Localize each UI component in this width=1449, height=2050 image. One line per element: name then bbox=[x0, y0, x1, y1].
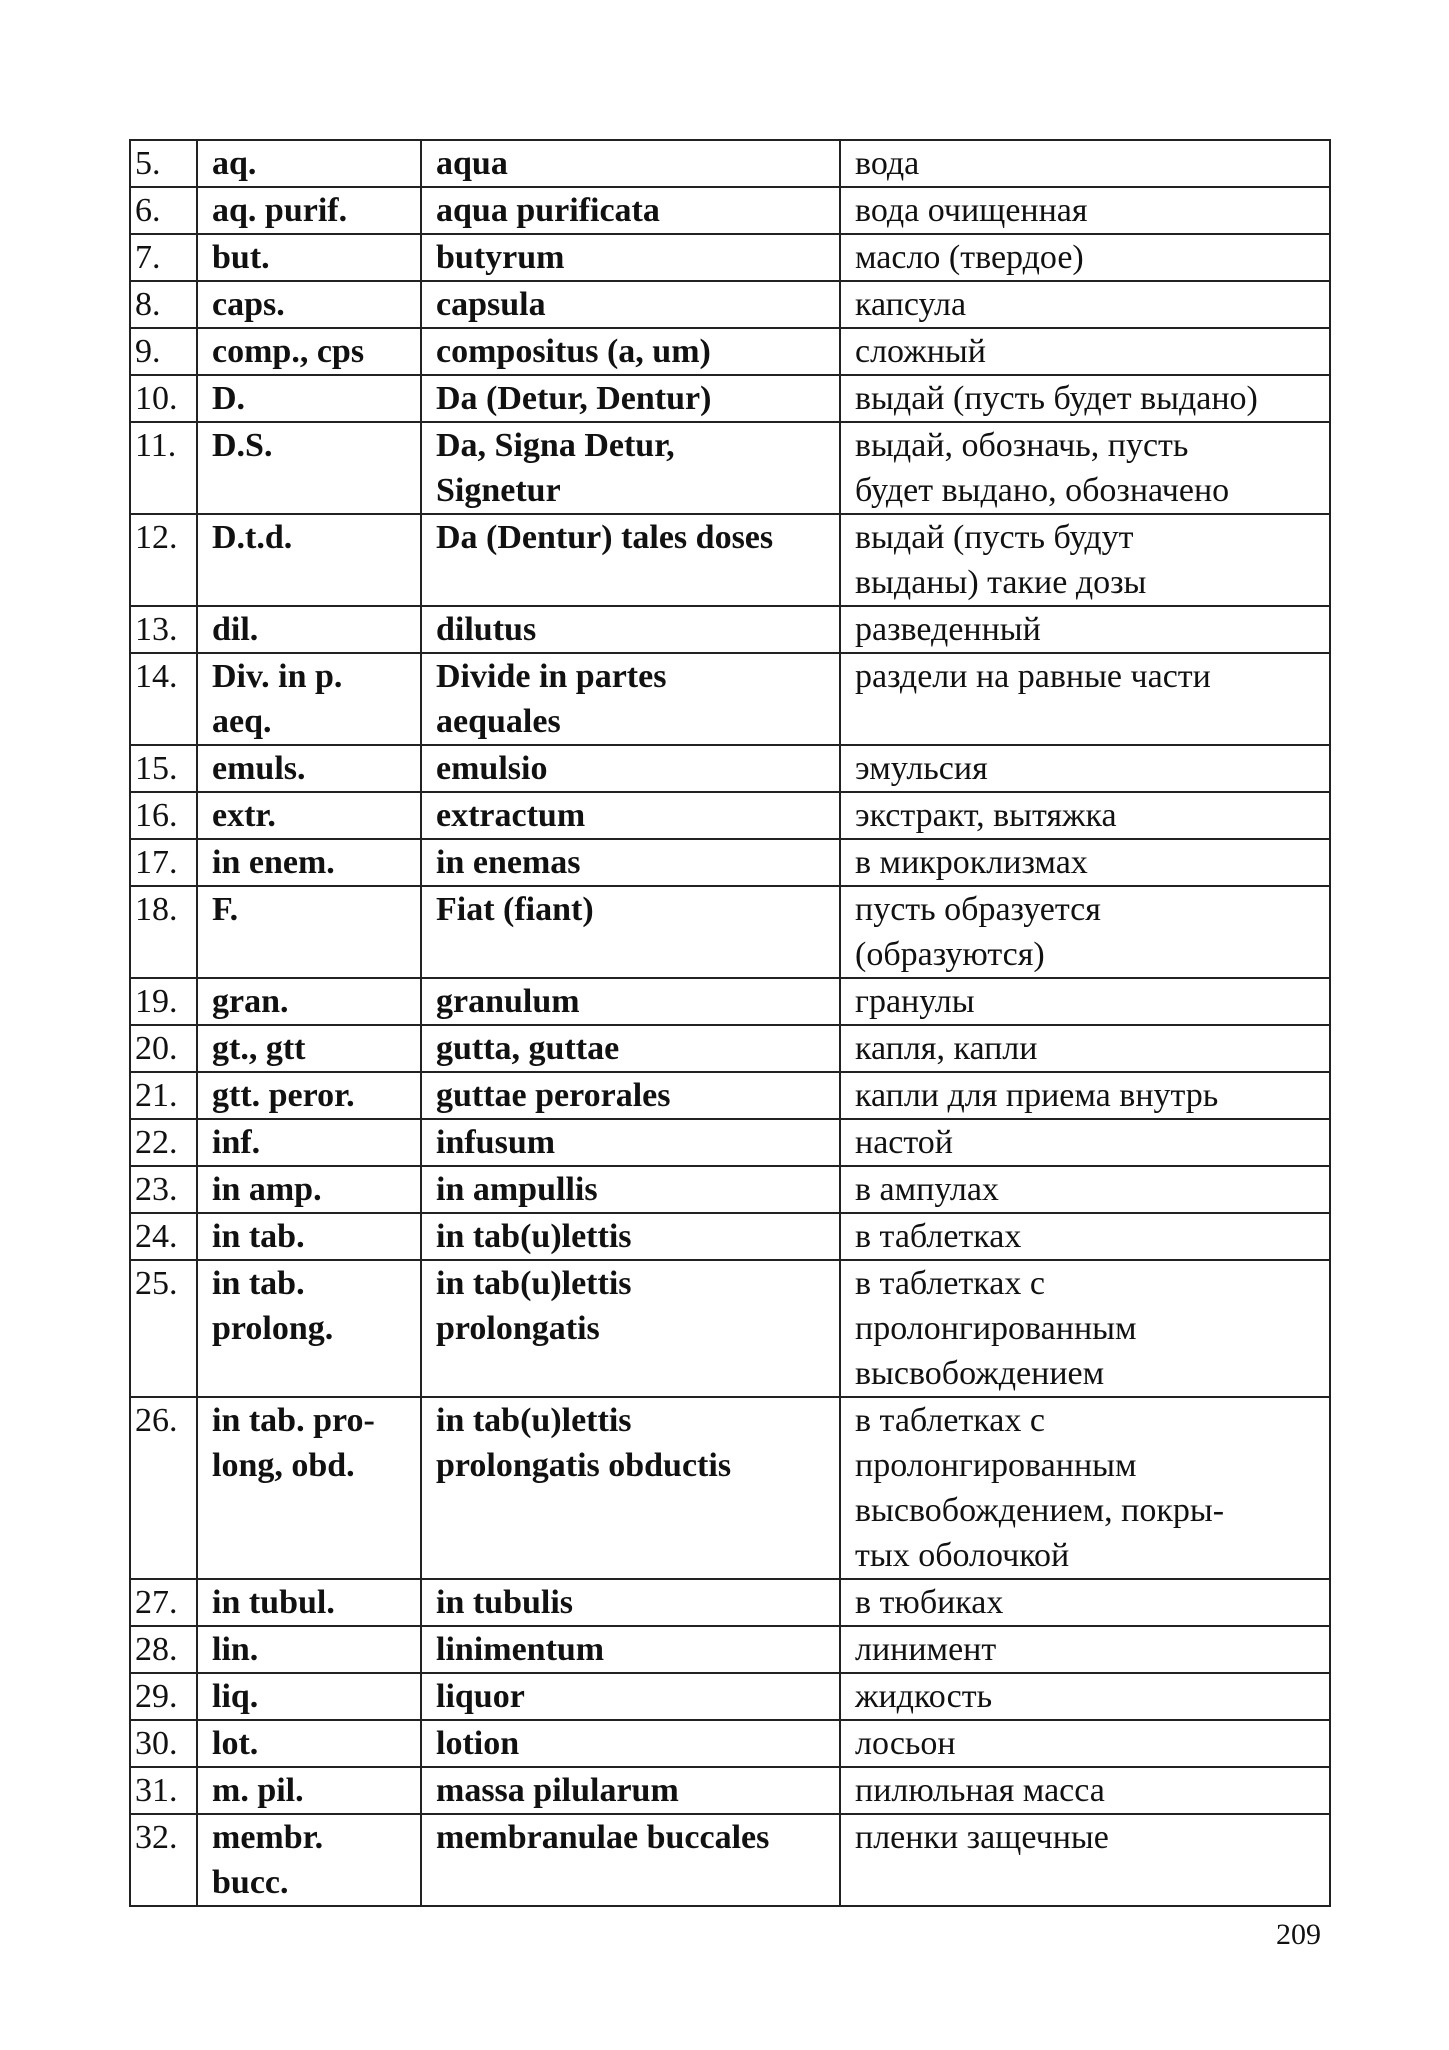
abbreviation: gran. bbox=[197, 978, 421, 1025]
abbreviation: lot. bbox=[197, 1720, 421, 1767]
table-row bbox=[130, 281, 1330, 328]
latin-term: in enemas bbox=[421, 839, 840, 886]
russian-translation: гранулы bbox=[840, 978, 1330, 1025]
table-row bbox=[130, 1119, 1330, 1166]
latin-term: in tab(u)lettis prolongatis obductis bbox=[421, 1397, 840, 1579]
latin-term: in tab(u)lettis bbox=[421, 1213, 840, 1260]
table-row bbox=[130, 1397, 1330, 1579]
abbreviation: caps. bbox=[197, 281, 421, 328]
latin-term: aqua purificata bbox=[421, 187, 840, 234]
row-number: 18. bbox=[130, 886, 197, 978]
russian-translation: эмульсия bbox=[840, 745, 1330, 792]
table-row bbox=[130, 606, 1330, 653]
row-number: 6. bbox=[130, 187, 197, 234]
russian-translation: в тюбиках bbox=[840, 1579, 1330, 1626]
latin-term: liquor bbox=[421, 1673, 840, 1720]
table-row bbox=[130, 187, 1330, 234]
table-row bbox=[130, 234, 1330, 281]
russian-translation: выдай, обозначь, пусть будет выдано, обозначено bbox=[840, 422, 1330, 514]
table-row bbox=[130, 375, 1330, 422]
latin-term: in ampullis bbox=[421, 1166, 840, 1213]
row-number: 10. bbox=[130, 375, 197, 422]
russian-translation: масло (твердое) bbox=[840, 234, 1330, 281]
abbreviation: in tab. prolong. bbox=[197, 1260, 421, 1397]
row-number: 21. bbox=[130, 1072, 197, 1119]
table-row bbox=[130, 1072, 1330, 1119]
russian-translation: линимент bbox=[840, 1626, 1330, 1673]
latin-term: guttae perorales bbox=[421, 1072, 840, 1119]
latin-term: emulsio bbox=[421, 745, 840, 792]
row-number: 23. bbox=[130, 1166, 197, 1213]
latin-term: butyrum bbox=[421, 234, 840, 281]
row-number: 24. bbox=[130, 1213, 197, 1260]
abbreviation: in enem. bbox=[197, 839, 421, 886]
abbreviation: aq. bbox=[197, 140, 421, 187]
russian-translation: в ампулах bbox=[840, 1166, 1330, 1213]
row-number: 7. bbox=[130, 234, 197, 281]
table-row bbox=[130, 1025, 1330, 1072]
abbreviation: dil. bbox=[197, 606, 421, 653]
abbreviation: Div. in p. aeq. bbox=[197, 653, 421, 745]
row-number: 19. bbox=[130, 978, 197, 1025]
russian-translation: разведенный bbox=[840, 606, 1330, 653]
russian-translation: раздели на равные части bbox=[840, 653, 1330, 745]
table-row bbox=[130, 1767, 1330, 1814]
latin-term: compositus (a, um) bbox=[421, 328, 840, 375]
row-number: 15. bbox=[130, 745, 197, 792]
table-row bbox=[130, 792, 1330, 839]
page-number: 209 bbox=[1276, 1918, 1321, 1951]
abbreviation: D.t.d. bbox=[197, 514, 421, 606]
table-row bbox=[130, 1579, 1330, 1626]
latin-term: capsula bbox=[421, 281, 840, 328]
table-row bbox=[130, 422, 1330, 514]
table-row bbox=[130, 1720, 1330, 1767]
latin-term: granulum bbox=[421, 978, 840, 1025]
table-row bbox=[130, 1626, 1330, 1673]
table-row bbox=[130, 978, 1330, 1025]
abbreviation: liq. bbox=[197, 1673, 421, 1720]
abbreviation: comp., cps bbox=[197, 328, 421, 375]
abbreviation: gtt. peror. bbox=[197, 1072, 421, 1119]
row-number: 32. bbox=[130, 1814, 197, 1906]
russian-translation: капсула bbox=[840, 281, 1330, 328]
table-row bbox=[130, 653, 1330, 745]
row-number: 22. bbox=[130, 1119, 197, 1166]
russian-translation: экстракт, вытяжка bbox=[840, 792, 1330, 839]
latin-term: massa pilularum bbox=[421, 1767, 840, 1814]
russian-translation: капля, капли bbox=[840, 1025, 1330, 1072]
table-row bbox=[130, 328, 1330, 375]
latin-term: Da, Signa Detur, Signetur bbox=[421, 422, 840, 514]
russian-translation: в таблетках bbox=[840, 1213, 1330, 1260]
abbreviation-table bbox=[129, 139, 1331, 1907]
abbreviation: in amp. bbox=[197, 1166, 421, 1213]
russian-translation: в микроклизмах bbox=[840, 839, 1330, 886]
abbreviation: m. pil. bbox=[197, 1767, 421, 1814]
latin-term: aqua bbox=[421, 140, 840, 187]
row-number: 13. bbox=[130, 606, 197, 653]
russian-translation: жидкость bbox=[840, 1673, 1330, 1720]
latin-term: dilutus bbox=[421, 606, 840, 653]
abbreviation: D. bbox=[197, 375, 421, 422]
row-number: 20. bbox=[130, 1025, 197, 1072]
latin-term: extractum bbox=[421, 792, 840, 839]
row-number: 5. bbox=[130, 140, 197, 187]
row-number: 8. bbox=[130, 281, 197, 328]
latin-term: gutta, guttae bbox=[421, 1025, 840, 1072]
latin-term: in tubulis bbox=[421, 1579, 840, 1626]
russian-translation: сложный bbox=[840, 328, 1330, 375]
table-row bbox=[130, 1213, 1330, 1260]
abbreviation: lin. bbox=[197, 1626, 421, 1673]
abbreviation: in tab. bbox=[197, 1213, 421, 1260]
row-number: 9. bbox=[130, 328, 197, 375]
row-number: 29. bbox=[130, 1673, 197, 1720]
latin-term: lotion bbox=[421, 1720, 840, 1767]
abbreviation: inf. bbox=[197, 1119, 421, 1166]
abbreviation: aq. purif. bbox=[197, 187, 421, 234]
russian-translation: настой bbox=[840, 1119, 1330, 1166]
latin-term: in tab(u)lettis prolongatis bbox=[421, 1260, 840, 1397]
row-number: 31. bbox=[130, 1767, 197, 1814]
table-row bbox=[130, 1166, 1330, 1213]
russian-translation: вода bbox=[840, 140, 1330, 187]
row-number: 28. bbox=[130, 1626, 197, 1673]
row-number: 17. bbox=[130, 839, 197, 886]
latin-term: Da (Detur, Dentur) bbox=[421, 375, 840, 422]
table-row bbox=[130, 1814, 1330, 1906]
row-number: 30. bbox=[130, 1720, 197, 1767]
row-number: 25. bbox=[130, 1260, 197, 1397]
russian-translation: в таблетках с пролонгированным высвобождением bbox=[840, 1260, 1330, 1397]
abbreviation: in tab. pro- long, obd. bbox=[197, 1397, 421, 1579]
russian-translation: капли для приема внутрь bbox=[840, 1072, 1330, 1119]
russian-translation: в таблетках с пролонгированным высвобождением, покры- тых оболочкой bbox=[840, 1397, 1330, 1579]
latin-term: Fiat (fiant) bbox=[421, 886, 840, 978]
latin-term: linimentum bbox=[421, 1626, 840, 1673]
table-row bbox=[130, 140, 1330, 187]
latin-term: Da (Dentur) tales doses bbox=[421, 514, 840, 606]
russian-translation: пусть образуется (образуются) bbox=[840, 886, 1330, 978]
abbreviation: extr. bbox=[197, 792, 421, 839]
abbreviation: membr. bucc. bbox=[197, 1814, 421, 1906]
latin-term: Divide in partes aequales bbox=[421, 653, 840, 745]
latin-term: membranulae buccales bbox=[421, 1814, 840, 1906]
russian-translation: выдай (пусть будут выданы) такие дозы bbox=[840, 514, 1330, 606]
latin-term: infusum bbox=[421, 1119, 840, 1166]
table-row bbox=[130, 745, 1330, 792]
abbreviation: gt., gtt bbox=[197, 1025, 421, 1072]
table-row bbox=[130, 514, 1330, 606]
russian-translation: пилюльная масса bbox=[840, 1767, 1330, 1814]
table-row bbox=[130, 839, 1330, 886]
row-number: 27. bbox=[130, 1579, 197, 1626]
abbreviation: but. bbox=[197, 234, 421, 281]
table-row bbox=[130, 886, 1330, 978]
abbreviation: emuls. bbox=[197, 745, 421, 792]
abbreviation: F. bbox=[197, 886, 421, 978]
russian-translation: лосьон bbox=[840, 1720, 1330, 1767]
abbreviation-table-body bbox=[130, 140, 1330, 1906]
abbreviation: in tubul. bbox=[197, 1579, 421, 1626]
row-number: 26. bbox=[130, 1397, 197, 1579]
table-row bbox=[130, 1260, 1330, 1397]
russian-translation: выдай (пусть будет выдано) bbox=[840, 375, 1330, 422]
russian-translation: вода очищенная bbox=[840, 187, 1330, 234]
abbreviation: D.S. bbox=[197, 422, 421, 514]
row-number: 11. bbox=[130, 422, 197, 514]
row-number: 12. bbox=[130, 514, 197, 606]
table-row bbox=[130, 1673, 1330, 1720]
russian-translation: пленки защечные bbox=[840, 1814, 1330, 1906]
row-number: 14. bbox=[130, 653, 197, 745]
row-number: 16. bbox=[130, 792, 197, 839]
